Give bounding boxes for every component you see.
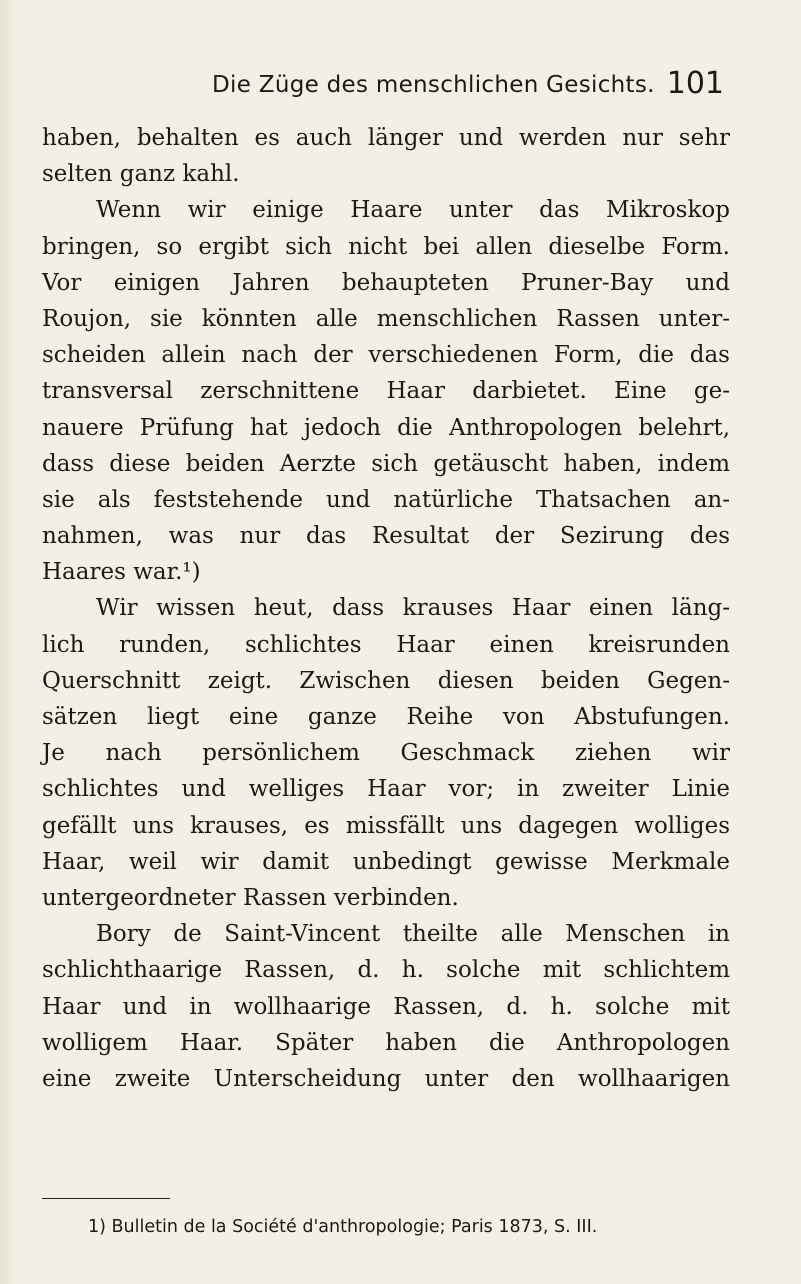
text-line: nauere Prüfung hat jedoch die Anthropologen belehrt,: [42, 414, 730, 441]
text-line: selten ganz kahl.: [42, 161, 240, 188]
text-line: lich runden, schlichtes Haar einen kreisrunden: [42, 631, 730, 658]
page-header: [212, 66, 724, 106]
text-line: sie als feststehende und natürliche Thatsachen an-: [42, 486, 730, 513]
text-line: Haares war.¹): [42, 559, 201, 586]
page-number: 101: [666, 66, 724, 101]
text-line: schlichtes und welliges Haar vor; in zweiter Linie: [42, 776, 730, 803]
text-line: untergeordneter Rassen verbinden.: [42, 884, 459, 911]
text-line: eine zweite Unterscheidung unter den wollhaarigen: [42, 1065, 730, 1092]
text-line: sätzen liegt eine ganze Reihe von Abstufungen.: [42, 704, 730, 730]
text-line: scheiden allein nach der verschiedenen Form, die das: [42, 342, 730, 369]
text-line: haben, behalten es auch länger und werden nur sehr: [42, 125, 730, 151]
text-line: Roujon, sie könnten alle menschlichen Rassen unter-: [42, 305, 730, 332]
paragraph: [42, 590, 730, 916]
book-gutter-shadow: [0, 0, 14, 1284]
footnote-text: Bulletin de la Société d'anthropologie; Paris 1873, S. III.: [111, 1217, 598, 1237]
text-line: Wir wissen heut, dass krauses Haar einen läng-: [96, 595, 730, 622]
text-line: nahmen, was nur das Resultat der Sezirung des: [42, 523, 730, 550]
text-line: Querschnitt zeigt. Zwischen diesen beiden Gegen-: [42, 667, 730, 694]
paragraph: [42, 916, 730, 1097]
text-line: bringen, so ergibt sich nicht bei allen dieselbe Form.: [42, 233, 730, 260]
text-line: gefällt uns krauses, es missfällt uns dagegen wolliges: [42, 812, 730, 839]
text-line: wolligem Haar. Später haben die Anthropologen: [42, 1029, 730, 1056]
text-line: Bory de Saint-Vincent theilte alle Menschen in: [96, 921, 730, 948]
text-line: Haar und in wollhaarige Rassen, d. h. solche mit: [42, 993, 730, 1020]
text-line: Vor einigen Jahren behaupteten Pruner-Bay und: [42, 269, 730, 296]
text-line: schlichthaarige Rassen, d. h. solche mit schlichtem: [42, 957, 730, 984]
body-text: [42, 120, 730, 1097]
paragraph: [42, 120, 730, 192]
text-line: Je nach persönlichem Geschmack ziehen wir: [42, 740, 730, 767]
running-title: Die Züge des menschlichen Gesichts.: [212, 72, 655, 98]
text-line: transversal zerschnittene Haar darbietet. Eine ge-: [42, 378, 730, 405]
footnote-rule: [42, 1198, 170, 1199]
text-line: dass diese beiden Aerzte sich getäuscht haben, indem: [42, 450, 730, 477]
footnote-marker: 1): [88, 1217, 106, 1237]
text-line: Haar, weil wir damit unbedingt gewisse Merkmale: [42, 848, 730, 875]
footnote: [88, 1217, 597, 1237]
text-line: Wenn wir einige Haare unter das Mikroskop: [96, 197, 730, 224]
paragraph: [42, 192, 730, 590]
